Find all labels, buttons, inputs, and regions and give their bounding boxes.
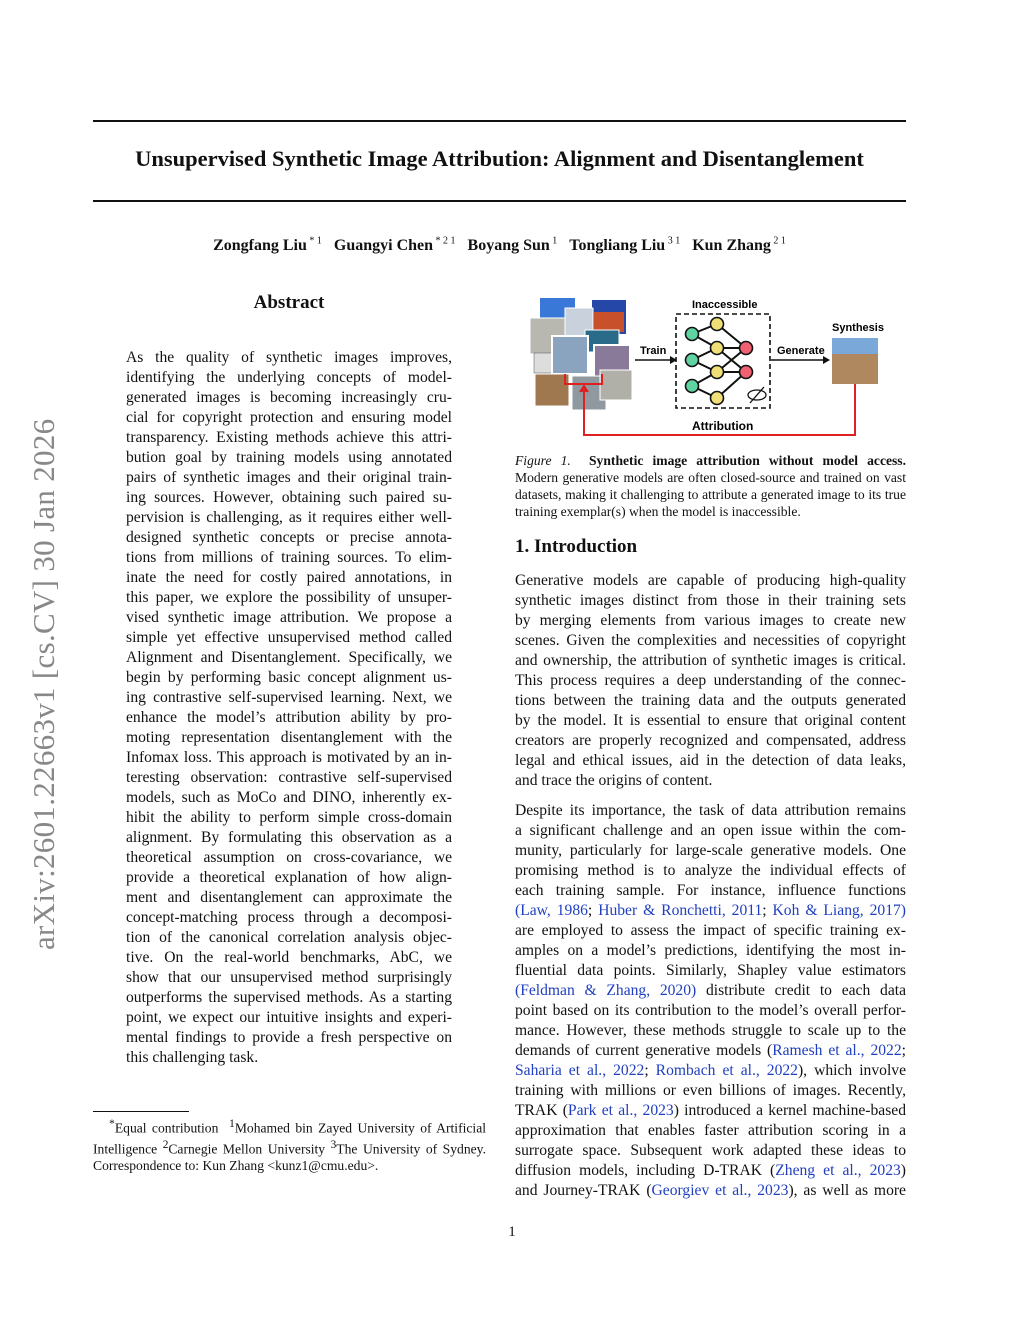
intro-paragraph-2	[515, 801, 906, 1201]
text-segment: mance. However, these methods struggle to scale up to the	[515, 1022, 906, 1039]
text-line: pairs of synthetic images and their original train-	[126, 469, 452, 486]
text-segment: surrogate space. Subsequent work adapted these ideas to	[515, 1142, 906, 1159]
hidden-node	[711, 366, 724, 379]
footnote-aff2: Carnegie Mellon University	[168, 1141, 326, 1157]
text-line	[515, 801, 906, 821]
text-segment: Despite its importance, the task of data attribution remains	[515, 802, 906, 819]
section-heading-introduction: 1. Introduction	[515, 536, 638, 557]
text-line	[515, 1101, 906, 1121]
text-line	[515, 881, 906, 901]
output-node	[740, 366, 753, 379]
figure-1	[520, 290, 890, 445]
text-line: models, such as MoCo and DINO, inherently ex-	[126, 789, 452, 806]
citation-link[interactable]: Ramesh et al., 2022	[772, 1042, 902, 1059]
author-affiliation-marks: * 1	[306, 236, 322, 247]
text-segment: ;	[587, 902, 599, 919]
hidden-node	[711, 392, 724, 405]
text-line: moting representation disentanglement with the	[126, 729, 452, 746]
author	[468, 237, 558, 254]
attribution-label: Attribution	[692, 419, 754, 433]
text-line: inate the need for costly paired annotations, in	[126, 569, 452, 586]
citation-link[interactable]: Huber & Ronchetti, 2011	[598, 902, 763, 919]
text-line	[515, 821, 906, 841]
text-segment: ), as well as more	[788, 1182, 906, 1199]
text-line: concept-matching process through a decomposi-	[126, 909, 452, 926]
text-line: synthetic images distinct from those in their training sets	[515, 592, 906, 609]
text-segment: ) introduced a kernel machine-based	[673, 1102, 906, 1119]
text-line: bution goal by training models using annotated	[126, 449, 452, 466]
text-segment: TRAK (	[515, 1102, 568, 1119]
text-line	[515, 841, 906, 861]
text-line: identifying the underlying concepts of model-	[126, 369, 452, 386]
author-list	[93, 236, 906, 255]
text-line: alignment. By formulating this observation as a	[126, 829, 452, 846]
text-line: this paper, we explore the possibility of unsuper-	[126, 589, 452, 606]
text-segment: )	[900, 1162, 906, 1179]
author-name: Guangyi Chen	[333, 237, 434, 255]
author-name: Kun Zhang	[692, 237, 771, 255]
text-line	[515, 921, 906, 941]
text-line: Infomax loss. This approach is motivated by an in-	[126, 749, 452, 766]
text-line	[515, 1141, 906, 1161]
text-line: ment and disentanglement can approximate the	[126, 889, 452, 906]
text-line: simple yet effective unsupervised method called	[126, 629, 452, 646]
footnote: *Equal contribution $^1$Mohamed bin Zayed University of Artificial Intelligence $^2$Carnegie Mellon University $^3$The University of Sydney. Correspondence to: Kun Zhang <kunz1@cmu.edu>.	[93, 1118, 487, 1174]
title-top-rule	[93, 120, 906, 122]
author	[334, 237, 456, 254]
text-segment: distribute credit to each data	[696, 982, 906, 999]
text-segment: and Journey-TRAK (	[515, 1182, 652, 1199]
text-segment: approximation that enables faster attribution scoring in a	[515, 1122, 906, 1139]
citation-link[interactable]: Park et al., 2023	[567, 1102, 674, 1119]
citation-link[interactable]: Saharia et al., 2022	[515, 1062, 645, 1079]
inaccessible-label: Inaccessible	[692, 299, 758, 311]
text-line: legal and ethical issues, aid in the detection of data leaks,	[515, 752, 906, 769]
text-line: tions between the training data and the outputs generated	[515, 692, 906, 709]
intro-paragraph-1	[515, 571, 906, 791]
author-affiliation-marks: * 2 1	[433, 236, 456, 247]
text-segment: ), which involve	[797, 1062, 906, 1079]
text-line: and ownership, the attribution of synthetic images is critical.	[515, 652, 906, 669]
figure-caption-title: Synthetic image attribution without model access.	[589, 453, 906, 468]
citation-link[interactable]: Zheng et al., 2023	[775, 1162, 901, 1179]
author-affiliation-marks: 1	[549, 236, 558, 247]
text-segment: training with millions or even billions of images. Recently,	[515, 1082, 906, 1099]
text-line: cial for copyright protection and ensuring model	[126, 409, 452, 426]
footnote-aff3: The University of Sydney.	[336, 1141, 486, 1157]
text-segment: point based on its contribution to the model’s overall perfor-	[515, 1002, 906, 1019]
author	[569, 237, 680, 254]
figure-caption	[515, 452, 906, 520]
citation-link[interactable]: (Law, 1986	[515, 902, 588, 919]
text-line: ing sources. However, obtaining such paired su-	[126, 489, 452, 506]
author	[692, 237, 786, 254]
text-line: Alignment and Disentanglement. Specifically, we	[126, 649, 452, 666]
text-segment: munity, particularly for large-scale generative models. One	[515, 842, 906, 859]
text-line: generated images is becoming increasingly cru-	[126, 389, 452, 406]
text-line: outperforms the supervised methods. As a starting	[126, 989, 452, 1006]
text-line: by merging elements from various images to create new	[515, 612, 906, 629]
text-segment: a significant challenge and an open issue within the com-	[515, 822, 906, 839]
text-line: theoretical assumption on cross-covariance, we	[126, 849, 452, 866]
neural-network-icon	[686, 318, 753, 405]
text-segment: fluential data points. Similarly, Shapley value estimators	[515, 962, 906, 979]
text-segment: diffusion models, including D-TRAK (	[515, 1162, 776, 1179]
text-line: transparency. Existing methods achieve this attri-	[126, 429, 452, 446]
text-line	[515, 861, 906, 881]
text-line: hibit the ability to perform simple cross-domain	[126, 809, 452, 826]
text-line	[515, 1061, 906, 1081]
text-line: creators are properly recognized and compensated, address	[515, 732, 906, 749]
text-line	[515, 1161, 906, 1181]
text-line: Generative models are capable of producing high-quality	[515, 572, 906, 589]
text-line	[515, 961, 906, 981]
input-node	[686, 328, 699, 341]
author-name: Tongliang Liu	[569, 237, 666, 255]
input-node	[686, 354, 699, 367]
text-line: provide a theoretical explanation of how align-	[126, 869, 452, 886]
synthesis-label: Synthesis	[832, 322, 884, 334]
footnote-rule	[93, 1111, 189, 1112]
text-segment: ;	[762, 902, 773, 919]
footnote-correspondence: Correspondence to: Kun Zhang <kunz1@cmu.edu>.	[93, 1158, 379, 1174]
training-images-collage	[530, 298, 632, 410]
citation-link[interactable]: Georgiev et al., 2023	[651, 1182, 789, 1199]
hidden-node	[711, 342, 724, 355]
output-node	[740, 342, 753, 355]
generate-label: Generate	[777, 345, 825, 357]
citation-link[interactable]: (Feldman & Zhang, 2020)	[515, 982, 697, 999]
text-line: pervision is challenging, as it requires either well-	[126, 509, 452, 526]
train-label: Train	[640, 345, 667, 357]
text-line: this challenging task.	[126, 1049, 259, 1066]
hidden-node	[711, 318, 724, 331]
footnote-aff1: Mohamed bin Zayed University of Artificial Intelligence	[93, 1120, 487, 1157]
text-line: enhance the model’s attribution ability by pro-	[126, 709, 452, 726]
text-segment: amples on a model’s predictions, identifying the most in-	[515, 942, 906, 959]
title-bottom-rule	[93, 200, 906, 202]
figure-caption-body: Modern generative models are often closed-source and trained on vast datasets, making it challenging to attribute a generated image to its true training exemplar(s) when the model is inaccessible.	[515, 470, 906, 519]
text-line: show that our unsupervised method surprisingly	[126, 969, 452, 986]
text-line: vised synthetic image attribution. We propose a	[126, 609, 452, 626]
text-line	[515, 1121, 906, 1141]
text-segment: are employed to assess the impact of specific training ex-	[515, 922, 906, 939]
text-line: tions from millions of training sources. To elim-	[126, 549, 452, 566]
eye-slash-icon	[748, 387, 766, 403]
input-node	[686, 380, 699, 393]
author-affiliation-marks: 2 1	[770, 236, 786, 247]
text-segment: ;	[644, 1062, 656, 1079]
abstract-body	[126, 348, 452, 1068]
text-line: and trace the origins of content.	[515, 772, 713, 789]
figure-label: Figure 1.	[515, 453, 571, 468]
text-line: begin by performing basic concept alignment us-	[126, 669, 452, 686]
author-name: Boyang Sun	[467, 237, 550, 255]
citation-link[interactable]: Rombach et al., 2022	[655, 1062, 798, 1079]
text-line: by the model. It is essential to ensure that original content	[515, 712, 906, 729]
text-segment: promising method is to analyze the individual effects of	[515, 862, 906, 879]
text-line: scenes. Given the complexities and necessities of copyright	[515, 632, 906, 649]
text-line: tive. On the real-world benchmarks, AbC, we	[126, 949, 452, 966]
text-line: point, we expect our intuitive insights and experi-	[126, 1009, 452, 1026]
author	[213, 237, 322, 254]
text-line: As the quality of synthetic images improves,	[126, 349, 452, 366]
text-line: teresting observation: contrastive self-supervised	[126, 769, 452, 786]
text-segment: demands of current generative models (	[515, 1042, 773, 1059]
text-line	[515, 901, 906, 921]
citation-link[interactable]: Koh & Liang, 2017)	[772, 902, 907, 919]
text-line	[515, 1041, 906, 1061]
text-segment: ;	[901, 1042, 906, 1059]
text-line: designed synthetic concepts or precise annota-	[126, 529, 452, 546]
text-line	[515, 941, 906, 961]
text-line	[515, 1001, 906, 1021]
page-number: 1	[508, 1224, 516, 1240]
text-line: tion of the canonical correlation analysis objec-	[126, 929, 452, 946]
arxiv-identifier: arXiv:2601.22663v1 [cs.CV] 30 Jan 2026	[26, 418, 61, 950]
text-line	[515, 981, 906, 1001]
text-line: mental findings to provide a fresh perspective on	[126, 1029, 452, 1046]
text-line: This process requires a deep understanding of the connec-	[515, 672, 906, 689]
author-name: Zongfang Liu	[213, 237, 307, 255]
text-line	[515, 1181, 906, 1201]
author-affiliation-marks: 3 1	[665, 236, 681, 247]
text-line: ing contrastive self-supervised learning. Next, we	[126, 689, 452, 706]
footnote-equal: Equal contribution	[114, 1120, 219, 1136]
text-segment: each training sample. For instance, influence functions	[515, 882, 906, 899]
paper-title: Unsupervised Synthetic Image Attribution: Alignment and Disentanglement	[135, 146, 864, 171]
text-line	[515, 1081, 906, 1101]
abstract-heading: Abstract	[253, 292, 325, 313]
text-line	[515, 1021, 906, 1041]
